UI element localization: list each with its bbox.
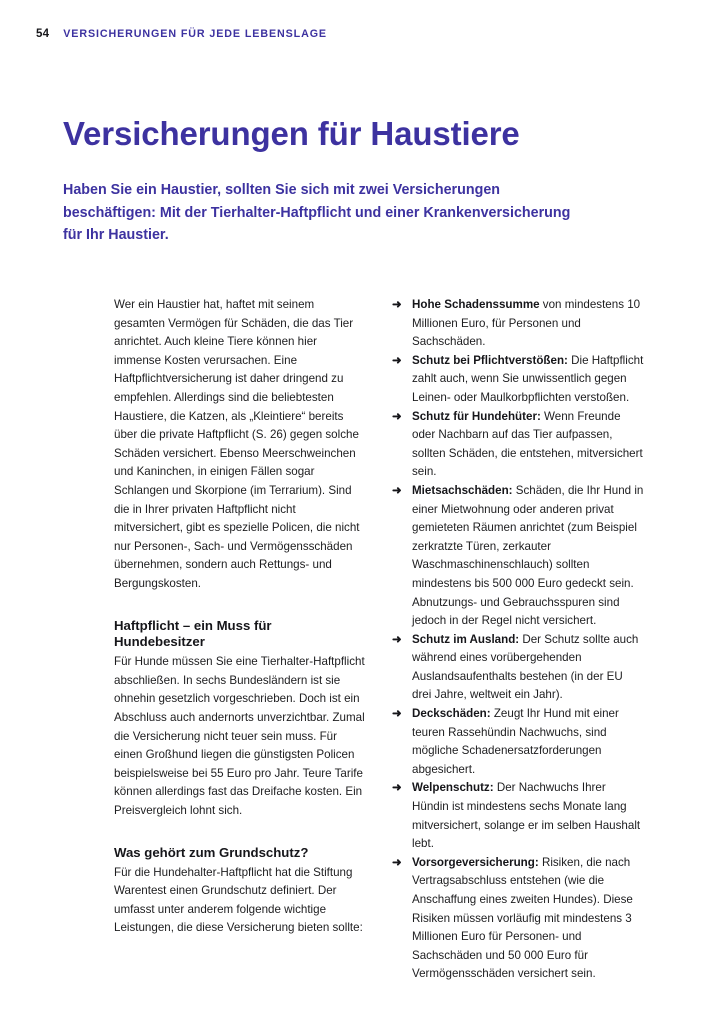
arrow-right-icon: ➜ xyxy=(392,781,402,795)
running-head xyxy=(36,28,327,40)
benefit-lead-in: Welpenschutz: xyxy=(412,781,494,795)
benefit-lead-in: Schutz im Ausland: xyxy=(412,632,520,646)
running-head-title: VERSICHERUNGEN FÜR JEDE LEBENSLAGE xyxy=(63,28,327,40)
section-paragraph-haftpflicht: Für Hunde müssen Sie eine Tierhalter-Haftpflicht abschließen. In sechs Bundesländern ist sie ohnehin gesetzlich vorgeschrieben. Doch ist ein Abschluss auch andernorts unverzichtbar. Zumal die Versicherung nicht teuer sein muss. Für einen Großhund liegen die günstigsten Policen beispielsweise bei 55 Euro pro Jahr. Teure Tarife können allerdings fast das Dreifache kosten. Ein Preisvergleich lohnt sich. xyxy=(114,655,365,818)
benefit-text: von mindestens 10 Millionen Euro, für Personen und Sachschäden. xyxy=(412,298,641,349)
benefit-text: Zeugt Ihr Hund mit einer teuren Rassehündin Nachwuchs, sind mögliche Schadenersatzforderungen abgesichert. xyxy=(412,707,619,776)
benefit-text: Der Nachwuchs Ihrer Hündin ist mindestens sechs Monate lang mitversichert, solange er im selben Haushalt lebt. xyxy=(412,781,641,851)
benefit-lead-in: Schutz bei Pflichtverstößen: xyxy=(412,353,568,367)
benefit-list-item xyxy=(392,631,644,705)
arrow-right-icon: ➜ xyxy=(392,353,402,367)
benefit-text: Risiken, die nach Vertragsabschluss entstehen (wie die Anschaffung eines zweiten Hundes). Diese Risiken müssen vorläufig mit mindestens 3 Millionen Euro für Personen- und Sachschäden und 50 000 Euro für Vermögensschäden versichert sein. xyxy=(412,855,633,981)
benefit-text: Die Haftpflicht zahlt auch, wenn Sie unwissentlich gegen Leinen- oder Maulkorbpflichten verstoßen. xyxy=(412,353,644,404)
benefit-text: Schäden, die Ihr Hund in einer Mietwohnung oder anderen privat gemieteten Räumen anrichtet (zum Beispiel zerkratzte Türen, zerkauter Waschmaschinenschlauch) sollten mindestens bis 500 000 Euro gedeckt sein. Abnutzungs- und Gebrauchsspuren sind jedoch in der Regel nicht versichert. xyxy=(412,483,644,628)
benefit-lead-in: Vorsorgeversicherung: xyxy=(412,855,539,869)
section-heading-haftpflicht: Haftpflicht – ein Muss für Hundebesitzer xyxy=(114,617,272,650)
arrow-right-icon: ➜ xyxy=(392,707,402,721)
benefit-list-item xyxy=(392,296,644,352)
benefit-lead-in: Schutz für Hundehüter: xyxy=(412,409,541,423)
benefit-list-item xyxy=(392,854,644,984)
page-number: 54 xyxy=(36,28,50,40)
title-block xyxy=(63,116,663,247)
page-standfirst: Haben Sie ein Haustier, sollten Sie sich mit zwei Versicherungen beschäftigen: Mit der Tierhalter-Haftpflicht und einer Krankenversicherung für Ihr Haustier. xyxy=(63,181,571,244)
benefit-list-item xyxy=(392,352,644,408)
body-columns xyxy=(114,296,644,984)
right-column xyxy=(392,296,644,984)
left-column xyxy=(114,296,366,938)
grundschutz-benefit-list xyxy=(392,296,644,984)
arrow-right-icon: ➜ xyxy=(392,409,402,423)
benefit-list-item xyxy=(392,482,644,631)
intro-paragraph: Wer ein Haustier hat, haftet mit seinem gesamten Vermögen für Schäden, die das Tier anrichtet. Auch kleine Tiere können hier immense Kosten verursachen. Eine Haftpflichtversicherung ist daher dringend zu empfehlen. Allerdings sind die beliebtesten Haustiere, die Katzen, als „Kleintiere“ bereits über die private Haftpflicht (S. 26) gegen solche Schäden versichert. Ebenso Meerschweinchen und Kaninchen, in einigen Fällen sogar Schlangen und Skorpione (im Terrarium). Sind die in Ihrer privaten Haftpflicht nicht mitversichert, gibt es spezielle Policen, die nicht nur Personen-, Sach- und Vermögensschäden übernehmen, sondern auch Rettungs- und Bergungskosten. xyxy=(114,298,360,590)
page-title: Versicherungen für Haustiere xyxy=(63,115,520,152)
arrow-right-icon: ➜ xyxy=(392,483,402,497)
benefit-lead-in: Deckschäden: xyxy=(412,707,491,721)
arrow-right-icon: ➜ xyxy=(392,855,402,869)
benefit-list-item xyxy=(392,779,644,853)
arrow-right-icon: ➜ xyxy=(392,298,402,311)
benefit-lead-in: Hohe Schadenssumme xyxy=(412,298,540,311)
benefit-lead-in: Mietsachschäden: xyxy=(412,483,513,497)
benefit-list-item xyxy=(392,408,644,482)
section-heading-grundschutz: Was gehört zum Grundschutz? xyxy=(114,844,309,860)
benefit-text: Der Schutz sollte auch während eines vorübergehenden Auslandsaufenthalts bestehen (in der EU drei Jahre, weltweit ein Jahr). xyxy=(412,632,639,702)
benefit-list-item xyxy=(392,705,644,779)
section-paragraph-grundschutz: Für die Hundehalter-Haftpflicht hat die Stiftung Warentest einen Grundschutz definiert. Der umfasst unter anderem folgende wichtige Leistungen, die diese Versicherung bieten sollte: xyxy=(114,865,363,935)
benefit-text: Wenn Freunde oder Nachbarn auf das Tier aufpassen, sollten Schäden, die entstehen, mitversichert sein. xyxy=(412,409,643,479)
arrow-right-icon: ➜ xyxy=(392,632,402,646)
